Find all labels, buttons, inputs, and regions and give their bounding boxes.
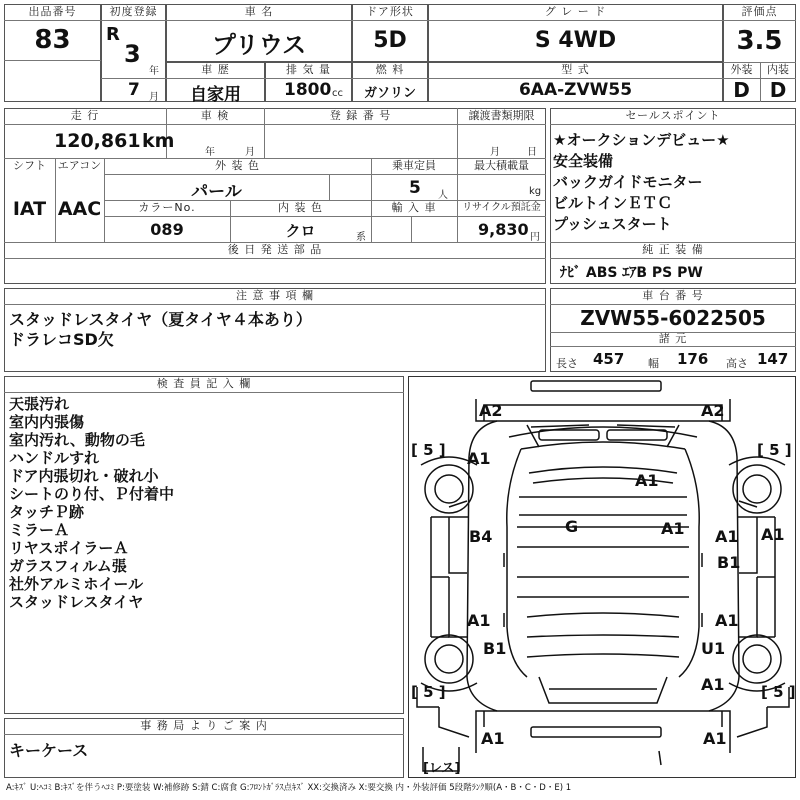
era: R <box>106 24 120 45</box>
mark-door-rear-right-bottom: U1 <box>701 639 726 658</box>
model-code: 6AA-ZVW55 <box>518 80 633 100</box>
mark-rear-right: A1 <box>703 729 727 748</box>
car-outline <box>409 377 795 777</box>
exterior-color: パール <box>191 182 242 202</box>
score-label: 評価点 <box>741 5 778 18</box>
grade-label: グ レ ー ド <box>544 5 607 18</box>
sales-points-label: セールスポイント <box>625 109 721 122</box>
max-load-label: 最大積載量 <box>474 159 529 172</box>
model-name: プリウス <box>211 31 307 59</box>
fuel-label: 燃 料 <box>375 63 405 76</box>
ac-label: エアコン <box>57 159 102 172</box>
mark-door-rear-left-bottom: B1 <box>483 639 507 658</box>
capacity-label: 乗車定員 <box>392 159 436 172</box>
equipment-label: 純 正 装 備 <box>642 243 704 256</box>
door-type: 5D <box>373 28 407 53</box>
tire-tread-rear-right: [ 5 ] <box>761 683 796 701</box>
mark-edge-right: A1 <box>761 525 785 544</box>
recycle-label: リサイクル預託金 <box>462 202 541 213</box>
tire-tread-front-left: [ 5 ] <box>411 441 446 459</box>
first-registration-label: 初度登録 <box>109 5 158 18</box>
lot-number: 83 <box>34 25 71 55</box>
registration-month: 7 <box>128 80 140 100</box>
inspector-line: ドア内張切れ・破れ小 <box>9 467 159 485</box>
inspector-line: 社外アルミホイール <box>9 575 144 593</box>
color-number: 089 <box>150 220 184 239</box>
capacity-unit: 人 <box>438 190 448 201</box>
recycle-unit: 円 <box>530 232 540 243</box>
spare-tire: [レス] <box>423 761 461 776</box>
inspector-line: 天張汚れ <box>9 395 70 413</box>
inspector-line: スタッドレスタイヤ <box>9 593 144 611</box>
mark-front-right: A2 <box>701 401 725 420</box>
model-label: 車 名 <box>244 5 274 18</box>
length-label: 長さ <box>556 357 578 370</box>
width-label: 幅 <box>648 357 659 370</box>
mark-fender-rear-right: A1 <box>701 675 725 694</box>
displacement: 1800 <box>284 80 332 100</box>
height: 147 <box>757 350 789 368</box>
inspector-line: シートのり付、Ｐ付着中 <box>9 485 175 503</box>
inspection-month-unit: 月 <box>245 147 255 158</box>
displacement-unit: cc <box>332 88 343 99</box>
air-conditioning: AAC <box>57 198 102 220</box>
exterior-grade: D <box>733 78 750 102</box>
tire-tread-front-right: [ 5 ] <box>757 441 792 459</box>
month-unit: 月 <box>149 92 159 103</box>
fuel: ガソリン <box>363 86 416 101</box>
inspector-notes <box>9 395 174 611</box>
year-unit: 年 <box>149 66 159 77</box>
inspector-line: ハンドルすれ <box>9 449 100 467</box>
sales-point: ★オークションデビュー★ <box>553 131 730 149</box>
mark-hood: A1 <box>635 471 659 490</box>
shift-label: シフト <box>13 159 46 172</box>
interior-label: 内装 <box>767 63 789 76</box>
transfer-month-unit: 月 <box>490 147 500 158</box>
exterior-label: 外装 <box>730 63 753 76</box>
tire-tread-rear-left: [ 5 ] <box>411 683 446 701</box>
interior-color: クロ <box>285 222 316 240</box>
door-label: ドア形状 <box>366 5 414 18</box>
history-label: 車 歴 <box>201 63 230 76</box>
equipment: ﾅﾋﾞ ABS ｴｱB PS PW <box>560 265 703 281</box>
sales-point: ビルトインＥＴＣ <box>553 194 673 212</box>
sales-point: バックガイドモニター <box>553 173 703 191</box>
score: 3.5 <box>736 26 783 56</box>
inspector-line: リヤスポイラーＡ <box>9 539 129 557</box>
displacement-label: 排 気 量 <box>286 63 331 76</box>
inspector-label: 検 査 員 記 入 欄 <box>156 377 252 390</box>
import-label: 輸 入 車 <box>391 201 437 214</box>
exterior-color-label: 外 装 色 <box>215 159 260 172</box>
height-label: 高さ <box>726 357 748 370</box>
mileage: 120,861 <box>54 130 141 152</box>
mileage-label: 走 行 <box>70 109 100 122</box>
grade: S 4WD <box>534 28 617 53</box>
inspection-year-unit: 年 <box>205 147 215 158</box>
sales-points-list <box>553 131 793 233</box>
plate-label: 登 録 番 号 <box>329 109 392 122</box>
caution-label: 注 意 事 項 欄 <box>236 289 314 302</box>
mark-front-left: A2 <box>479 401 503 420</box>
caution-line: ドラレコSD欠 <box>9 330 114 349</box>
transfer-day-unit: 日 <box>527 147 537 158</box>
mark-door-rear-left-top: A1 <box>467 611 491 630</box>
interior-grade: D <box>769 78 787 102</box>
recycle-fee: 9,830 <box>478 220 529 239</box>
transfer-label: 譲渡書類期限 <box>468 109 535 122</box>
inspector-line: 室内内張傷 <box>9 413 85 431</box>
mark-door-front-right-top: A1 <box>715 527 739 546</box>
dimensions-label: 諸 元 <box>658 332 688 345</box>
caution-line: スタッドレスタイヤ（夏タイヤ４本あり） <box>9 310 312 329</box>
office-label: 事 務 局 よ り ご 案 内 <box>140 719 268 732</box>
history: 自家用 <box>190 85 241 105</box>
chassis-label: 車 台 番 号 <box>642 289 704 302</box>
interior-color-unit: 系 <box>356 232 366 243</box>
type-label: 型 式 <box>561 63 590 76</box>
mark-door-front-left: B4 <box>469 527 493 546</box>
damage-diagram <box>408 376 796 778</box>
inspector-line: ガラスフィルム張 <box>9 557 127 575</box>
mark-door-front-right-bottom: B1 <box>717 553 741 572</box>
office-note: キーケース <box>9 741 89 760</box>
mark-roof-right: A1 <box>661 519 685 538</box>
color-number-label: カラーNo. <box>138 201 196 214</box>
inspector-line: ミラーＡ <box>9 521 70 539</box>
mark-door-rear-right-top: A1 <box>715 611 739 630</box>
lot-number-label: 出品番号 <box>28 5 77 18</box>
mark-rear-left: A1 <box>481 729 505 748</box>
caution-notes <box>9 310 312 350</box>
mark-fender-front-left: A1 <box>467 449 491 468</box>
inspection-label: 車 検 <box>200 109 230 122</box>
chassis-number: ZVW55-6022505 <box>580 306 766 330</box>
legend: A:ｷｽﾞ U:ﾍｺﾐ B:ｷｽﾞを伴うﾍｺﾐ P:要塗装 W:補修跡 S:錆 C:腐食 G:ﾌﾛﾝﾄｶﾞﾗｽ点ｷｽﾞ XX:交換済み X:要交換 内・外装評価 5段階ﾗﾝｸ順(A・B・C・D・E) 1 <box>6 783 572 793</box>
inspector-line: タッチＰ跡 <box>9 503 85 521</box>
later-parts-label: 後 日 発 送 部 品 <box>227 243 323 256</box>
sales-point: 安全装備 <box>553 152 614 170</box>
inspector-line: 室内汚れ、動物の毛 <box>9 431 145 449</box>
interior-color-label: 内 装 色 <box>278 201 323 214</box>
mark-glass: G <box>565 517 579 536</box>
shift: IAT <box>12 198 47 220</box>
width: 176 <box>677 350 709 368</box>
length: 457 <box>593 350 625 368</box>
mileage-unit: km <box>142 130 175 152</box>
capacity: 5 <box>409 178 421 198</box>
sales-point: プッシュスタート <box>553 215 672 233</box>
max-load-unit: kg <box>529 186 542 197</box>
registration-year: 3 <box>124 40 141 68</box>
